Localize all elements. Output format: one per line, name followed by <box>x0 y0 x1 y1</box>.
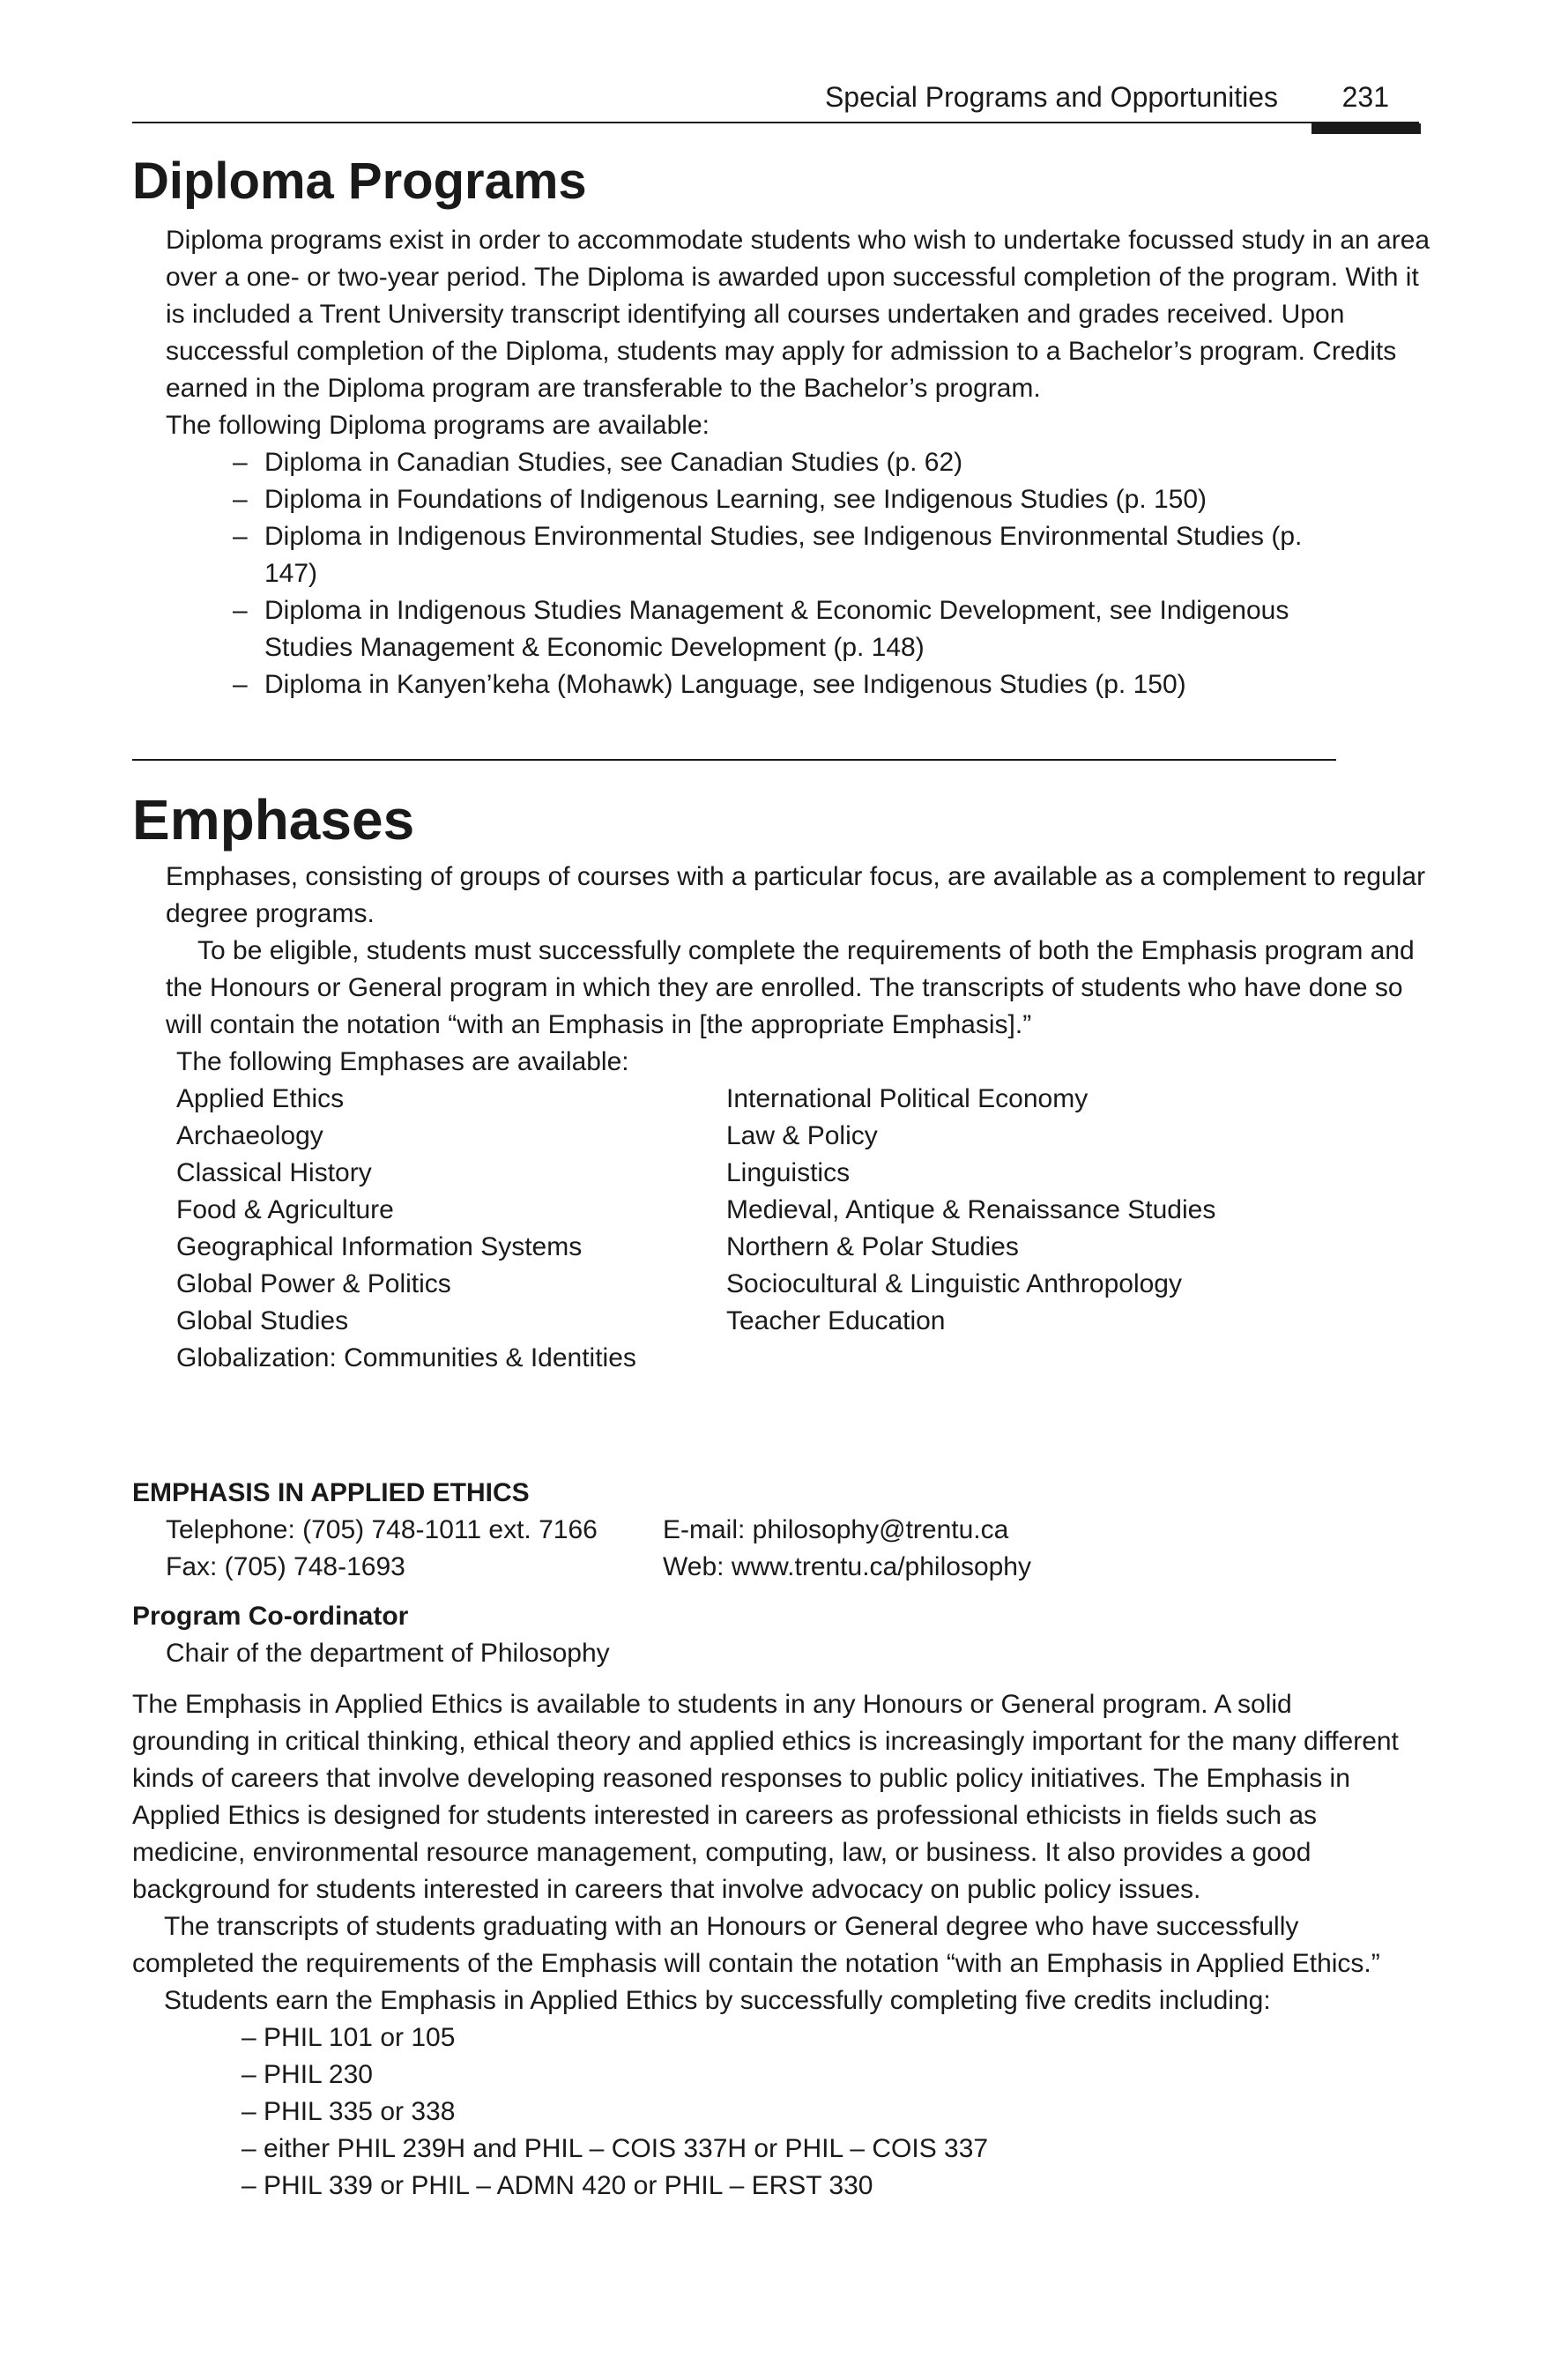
emphasis-item: Law & Policy <box>726 1121 878 1150</box>
diploma-intro: Diploma programs exist in order to accommodate students who wish to undertake focussed study in an area over a one- or two-year period. The Diploma is awarded upon successful completion of the program. With it is included a Trent University transcript identifying all courses undertaken and grades received. Upon successful completion of the Diploma, students may apply for admission to a Bachelor’s program. Credits earned in the Diploma program are transferable to the Bachelor’s program. <box>166 226 1430 403</box>
applied-ethics-heading: EMPHASIS IN APPLIED ETHICS <box>132 1478 530 1507</box>
page-number-bar <box>1312 123 1421 134</box>
emphasis-item: Globalization: Communities & Identities <box>176 1343 636 1372</box>
email-text: E-mail: philosophy@trentu.ca <box>663 1515 1009 1544</box>
emphasis-item: Food & Agriculture <box>176 1195 394 1224</box>
applied-ethics-para-2: The transcripts of students graduating with an Honours or General degree who have successfully completed the requirements of the Emphasis will contain the notation “with an Emphasis in Applied Ethics.” <box>132 1912 1380 1978</box>
emphasis-item: Classical History <box>176 1158 372 1187</box>
diploma-list-item: – Diploma in Indigenous Environmental Studies, see Indigenous Environmental Studies (p. 147) <box>233 522 1303 588</box>
applied-ethics-contact <box>166 1512 1192 1586</box>
emphasis-item: Global Power & Politics <box>176 1269 451 1298</box>
emphasis-item: Linguistics <box>726 1158 851 1187</box>
running-header <box>132 79 1419 123</box>
emphasis-item: Archaeology <box>176 1121 323 1150</box>
diploma-list-item: – Diploma in Kanyen’keha (Mohawk) Language, see Indigenous Studies (p. 150) <box>233 670 1186 699</box>
applied-ethics-body <box>132 1686 1401 2205</box>
fax-text: Fax: (705) 748-1693 <box>166 1552 405 1581</box>
requirement-item: – either PHIL 239H and PHIL – COIS 337H or PHIL – COIS 337 <box>241 2134 989 2163</box>
emphasis-item: Medieval, Antique & Renaissance Studies <box>726 1195 1216 1224</box>
emphasis-item: Applied Ethics <box>176 1084 345 1113</box>
applied-ethics-para-1: The Emphasis in Applied Ethics is available to students in any Honours or General program. A solid grounding in critical thinking, ethical theory and applied ethics is increasingly important for the many different kinds of careers that involve developing reasoned responses to public policy initiatives. The Emphasis in Applied Ethics is designed for students interested in careers as professional ethicists in fields such as medicine, environmental resource management, computing, law, or business. It also provides a good background for students interested in careers that involve advocacy on public policy issues. <box>132 1690 1399 1904</box>
emphasis-item: Teacher Education <box>726 1306 946 1335</box>
requirement-item: – PHIL 230 <box>241 2060 373 2089</box>
diploma-list <box>233 444 1414 703</box>
running-title: Special Programs and Opportunities <box>824 81 1278 113</box>
telephone-text: Telephone: (705) 748-1011 ext. 7166 <box>166 1515 598 1544</box>
emphasis-item: Sociocultural & Linguistic Anthropology <box>726 1269 1182 1298</box>
emphases-right-column <box>726 1081 1290 1377</box>
diploma-list-item: – Diploma in Foundations of Indigenous Learning, see Indigenous Studies (p. 150) <box>233 485 1207 514</box>
emphases-list-intro: The following Emphases are available: <box>176 1047 629 1076</box>
requirement-item: – PHIL 101 or 105 <box>241 2023 456 2052</box>
emphases-body <box>166 859 1435 1377</box>
emphases-list <box>166 1081 1435 1377</box>
web-text: Web: www.trentu.ca/philosophy <box>663 1552 1031 1581</box>
diploma-list-item: – Diploma in Canadian Studies, see Canadian Studies (p. 62) <box>233 448 963 477</box>
emphasis-item: Northern & Polar Studies <box>726 1232 1019 1261</box>
emphases-heading: Emphases <box>132 788 415 852</box>
diploma-heading: Diploma Programs <box>132 152 587 210</box>
emphasis-item: Global Studies <box>176 1306 349 1335</box>
emphasis-item: Geographical Information Systems <box>176 1232 583 1261</box>
emphases-eligibility: To be eligible, students must successfully complete the requirements of both the Emphasis program and the Honours or General program in which they are enrolled. The transcripts of students who have done so will contain the notation “with an Emphasis in [the appropriate Emphasis].” <box>166 936 1415 1039</box>
diploma-body <box>166 222 1435 703</box>
emphases-left-column <box>176 1081 726 1377</box>
emphases-intro: Emphases, consisting of groups of courses with a particular focus, are available as a complement to regular degree programs. <box>166 862 1426 928</box>
applied-ethics-para-3: Students earn the Emphasis in Applied Ethics by successfully completing five credits including: <box>164 1986 1271 2015</box>
diploma-list-intro: The following Diploma programs are available: <box>166 411 710 440</box>
requirements-list <box>241 2019 1401 2205</box>
requirement-item: – PHIL 335 or 338 <box>241 2097 456 2126</box>
section-divider <box>132 759 1336 761</box>
requirement-item: – PHIL 339 or PHIL – ADMN 420 or PHIL – ERST 330 <box>241 2171 873 2200</box>
page-number: 231 <box>1341 81 1389 113</box>
coordinator-label: Program Co-ordinator <box>132 1602 409 1631</box>
diploma-list-item: – Diploma in Indigenous Studies Management & Economic Development, see Indigenous Studies Management & Economic Development (p. 148) <box>233 596 1289 662</box>
emphasis-item: International Political Economy <box>726 1084 1089 1113</box>
coordinator-name: Chair of the department of Philosophy <box>166 1639 610 1668</box>
